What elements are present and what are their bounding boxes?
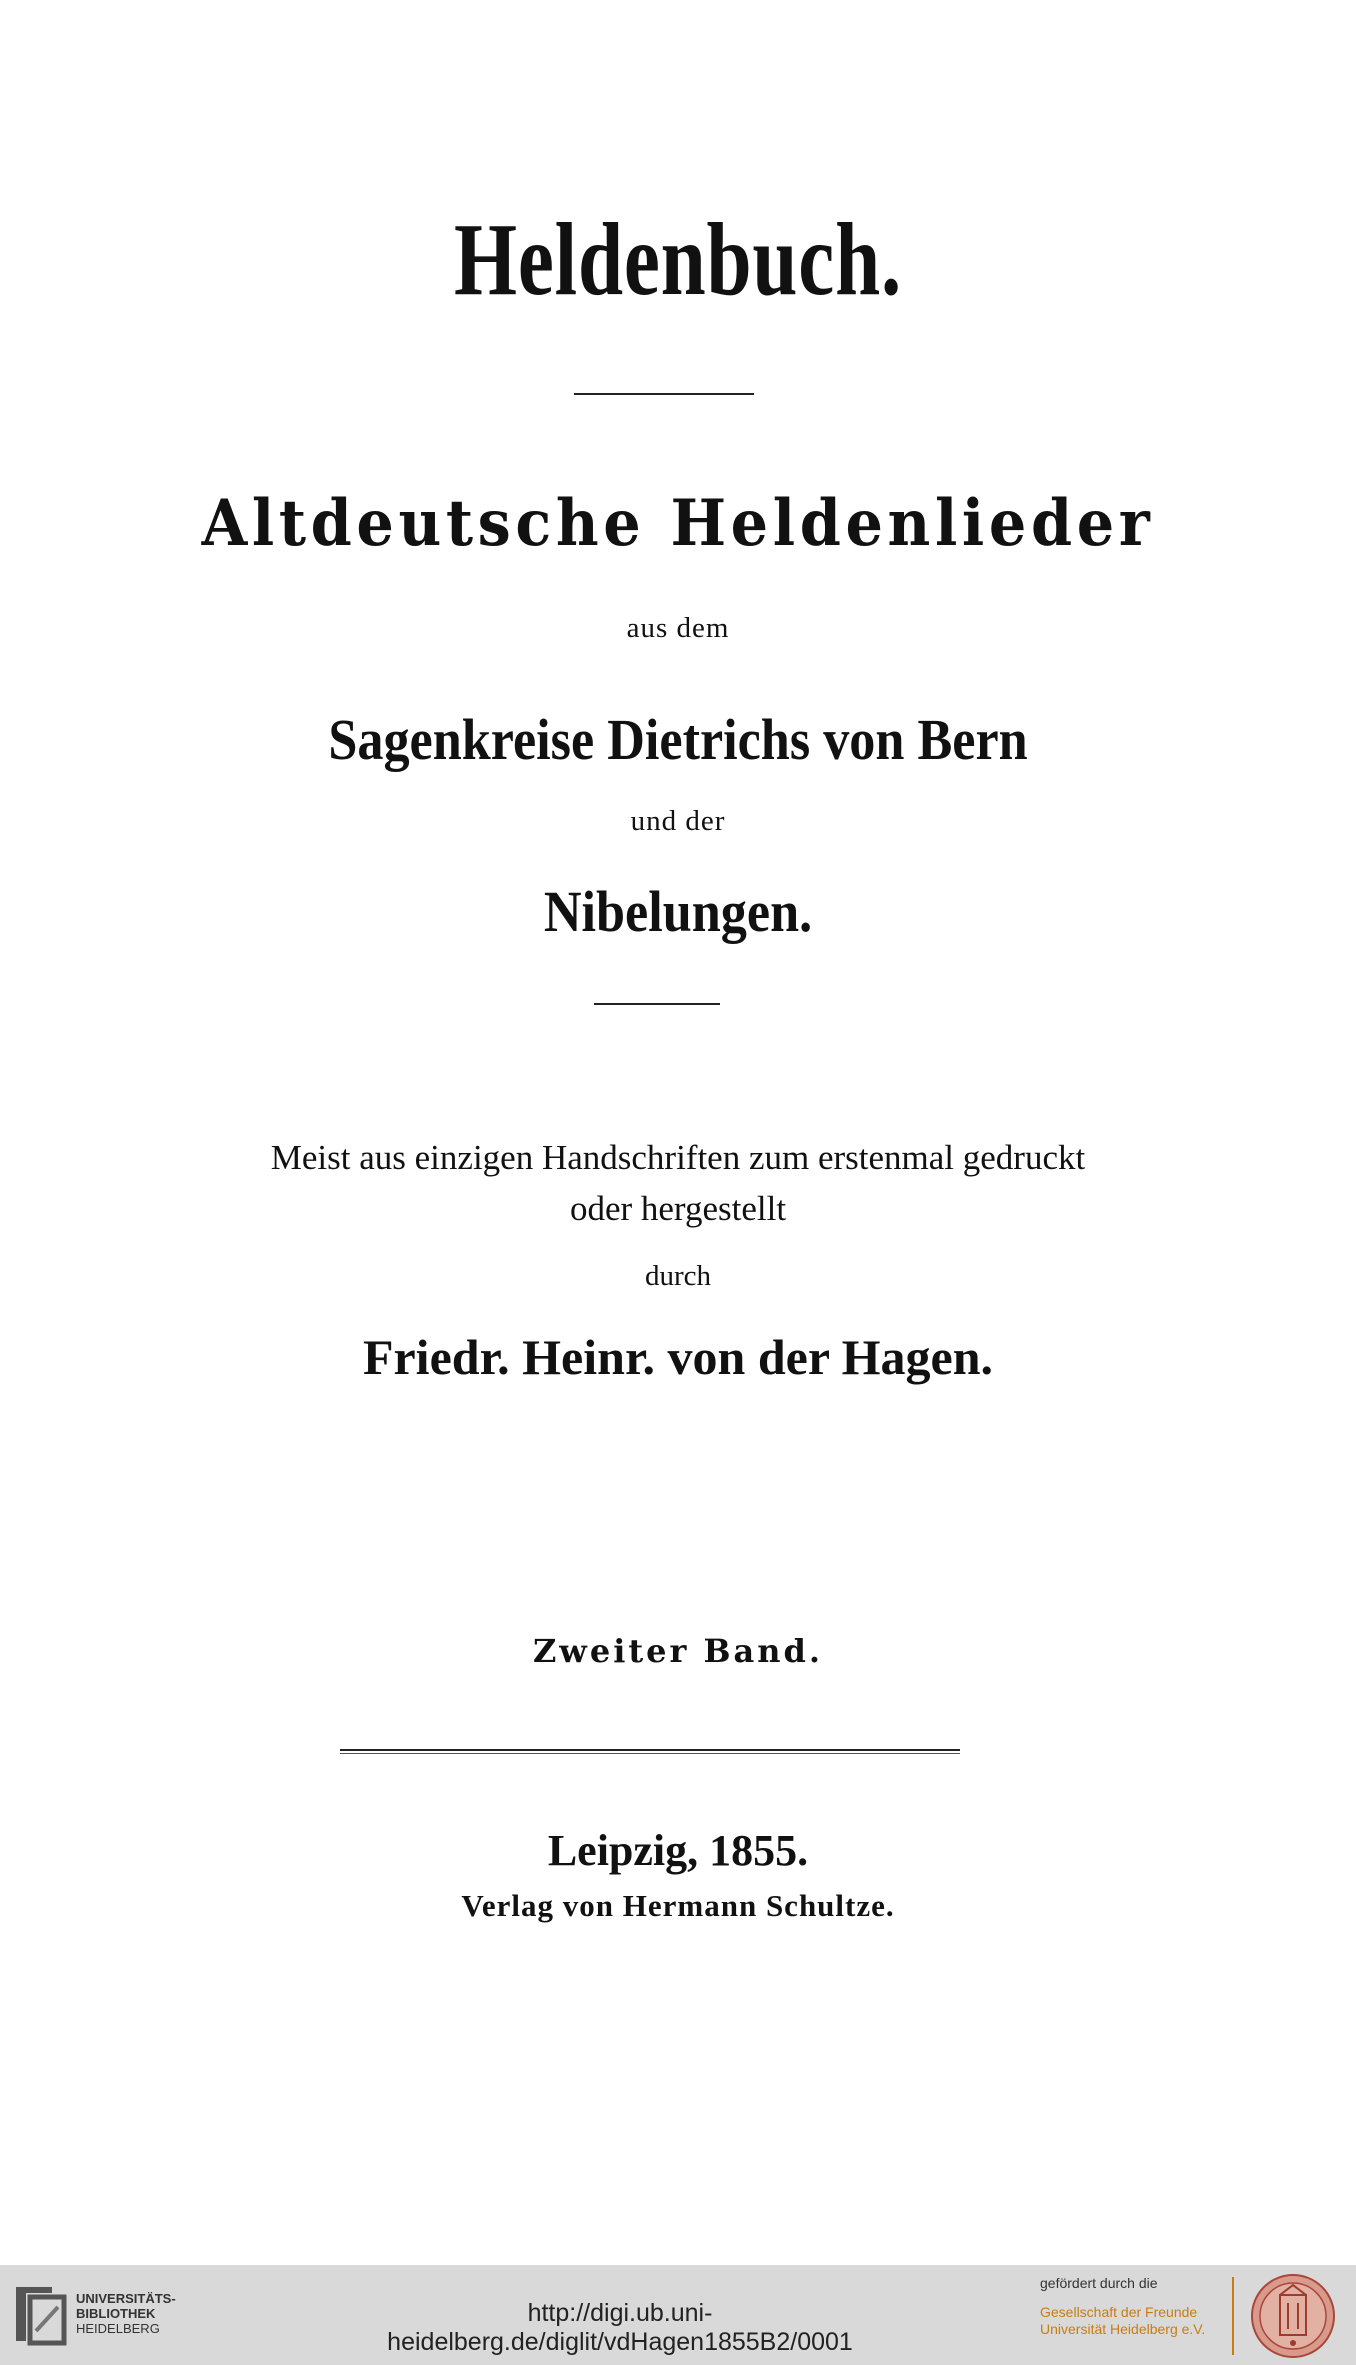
book-subtitle: Altdeutsche Heldenlieder: [201, 486, 1155, 561]
divider-rule: [340, 1749, 960, 1751]
university-library-logo-icon: [12, 2283, 68, 2347]
permalink-url[interactable]: http://digi.ub.uni-heidelberg.de/diglit/vdHagen1855B2/0001: [387, 2299, 853, 2356]
divider-rule: [574, 393, 754, 395]
description-line-1: Meist aus einzigen Handschriften zum erstenmal gedruckt: [270, 1138, 1086, 1177]
divider-rule: [340, 1753, 960, 1754]
divider-rule: [594, 1003, 720, 1005]
library-name-line-2: BIBLIOTHEK: [76, 2306, 156, 2321]
library-name-line-3: HEIDELBERG: [76, 2321, 160, 2336]
sponsor-block: [1040, 2275, 1240, 2338]
connector-und-der: und der: [630, 805, 726, 837]
footer-bar: [0, 2265, 1356, 2365]
publisher-line: Verlag von Hermann Schultze.: [461, 1888, 895, 1923]
place-year: Leipzig, 1855.: [547, 1826, 809, 1875]
author-name: Friedr. Heinr. von der Hagen.: [362, 1329, 994, 1385]
nibelungen-line: Nibelungen.: [543, 879, 813, 944]
description-line-2: oder hergestellt: [569, 1189, 787, 1228]
sagenkreis-line: Sagenkreise Dietrichs von Bern: [328, 707, 1028, 772]
connector-durch: durch: [644, 1260, 712, 1292]
library-name-line-1: UNIVERSITÄTS-: [76, 2291, 176, 2306]
library-name: [76, 2291, 176, 2336]
book-title: Heldenbuch.: [453, 202, 903, 317]
sponsor-name-line-1: Gesellschaft der Freunde: [1040, 2304, 1198, 2320]
university-seal-icon: [1250, 2273, 1336, 2359]
connector-aus-dem: aus dem: [626, 612, 730, 644]
sponsor-name-line-2: Universität Heidelberg e.V.: [1040, 2321, 1206, 2337]
sponsored-by-label: gefördert durch die: [1040, 2275, 1158, 2291]
volume-label: Zweiter Band.: [532, 1632, 824, 1670]
sponsor-divider: [1232, 2277, 1234, 2355]
